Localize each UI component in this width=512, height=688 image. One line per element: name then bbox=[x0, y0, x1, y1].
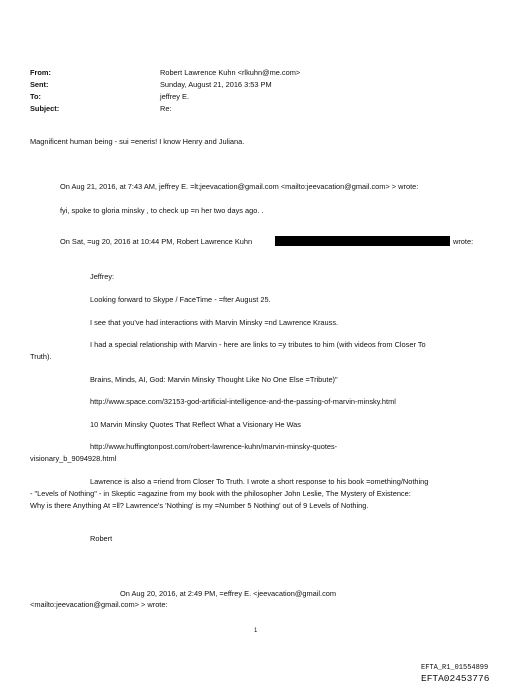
redaction-bar bbox=[275, 236, 450, 246]
paragraph-lawrence-line3: Why is there Anything At =ll? Lawrence's 'Nothing' is my =Number 5 Nothing' out of 9 Levels of Nothing. bbox=[30, 501, 369, 510]
signature: Robert bbox=[90, 534, 113, 543]
bates-stamp-r1: EFTA_R1_01554899 bbox=[421, 664, 489, 672]
reply1-text: fyi, spoke to gloria minsky , to check up =n her two days ago. . bbox=[60, 206, 264, 215]
sent-value: Sunday, August 21, 2016 3:53 PM bbox=[160, 80, 272, 89]
paragraph-marvin-line2: Truth). bbox=[30, 352, 52, 361]
reply1-header: On Aug 21, 2016, at 7:43 AM, jeffrey E. =lt;jeevacation@gmail.com <mailto:jeevacation@gmail.com> > wrote: bbox=[60, 182, 419, 191]
greeting: Jeffrey: bbox=[90, 272, 115, 281]
from-value: Robert Lawrence Kuhn <rlkuhn@me.com> bbox=[160, 68, 301, 77]
subject-value: Re: bbox=[160, 104, 172, 113]
to-label: To: bbox=[30, 92, 41, 101]
reply2-header-start: On Sat, =ug 20, 2016 at 10:44 PM, Robert Lawrence Kuhn bbox=[60, 237, 253, 246]
paragraph-lawrence-line1: Lawrence is also a =riend from Closer To Truth. I wrote a short response to his book =omething/Nothing bbox=[90, 477, 429, 486]
from-label: From: bbox=[30, 68, 51, 77]
reply2-header-end: wrote: bbox=[453, 237, 474, 246]
opening-line: Magnificent human being - sui =eneris! I know Henry and Juliana. bbox=[30, 137, 245, 146]
page-number: 1 bbox=[254, 628, 258, 634]
sent-label: Sent: bbox=[30, 80, 49, 89]
to-value: jeffrey E. bbox=[160, 92, 190, 101]
tribute-title: Brains, Minds, AI, God: Marvin Minsky Thought Like No One Else =Tribute)" bbox=[90, 375, 338, 384]
paragraph-marvin-line1: I had a special relationship with Marvin - here are links to =y tributes to him (with videos from Closer To bbox=[90, 340, 426, 349]
reply3-line1: On Aug 20, 2016, at 2:49 PM, =effrey E. <jeevacation@gmail.com bbox=[120, 589, 337, 598]
space-link[interactable]: http://www.space.com/32153-god-artificial-intelligence-and-the-passing-of-marvin-minsky.html bbox=[90, 397, 396, 406]
paragraph-skype: Looking forward to Skype / FaceTime - =fter August 25. bbox=[90, 295, 271, 304]
huffpost-link-line1[interactable]: http://www.huffingtonpost.com/robert-lawrence-kuhn/marvin-minsky-quotes- bbox=[90, 442, 338, 451]
paragraph-minsky-krauss: I see that you've had interactions with Marvin Minsky =nd Lawrence Krauss. bbox=[90, 318, 339, 327]
subject-label: Subject: bbox=[30, 104, 60, 113]
reply3-line2: <mailto:jeevacation@gmail.com> > wrote: bbox=[30, 600, 168, 609]
paragraph-lawrence-line2: - "Levels of Nothing" - in Skeptic =agazine from my book with the philosopher John Leslie, The Mystery of Existence: bbox=[30, 489, 411, 498]
quotes-title: 10 Marvin Minsky Quotes That Reflect What a Visionary He Was bbox=[90, 420, 301, 429]
bates-stamp-efta: EFTA02453776 bbox=[421, 673, 490, 684]
huffpost-link-line2[interactable]: visionary_b_9094928.html bbox=[30, 454, 117, 463]
